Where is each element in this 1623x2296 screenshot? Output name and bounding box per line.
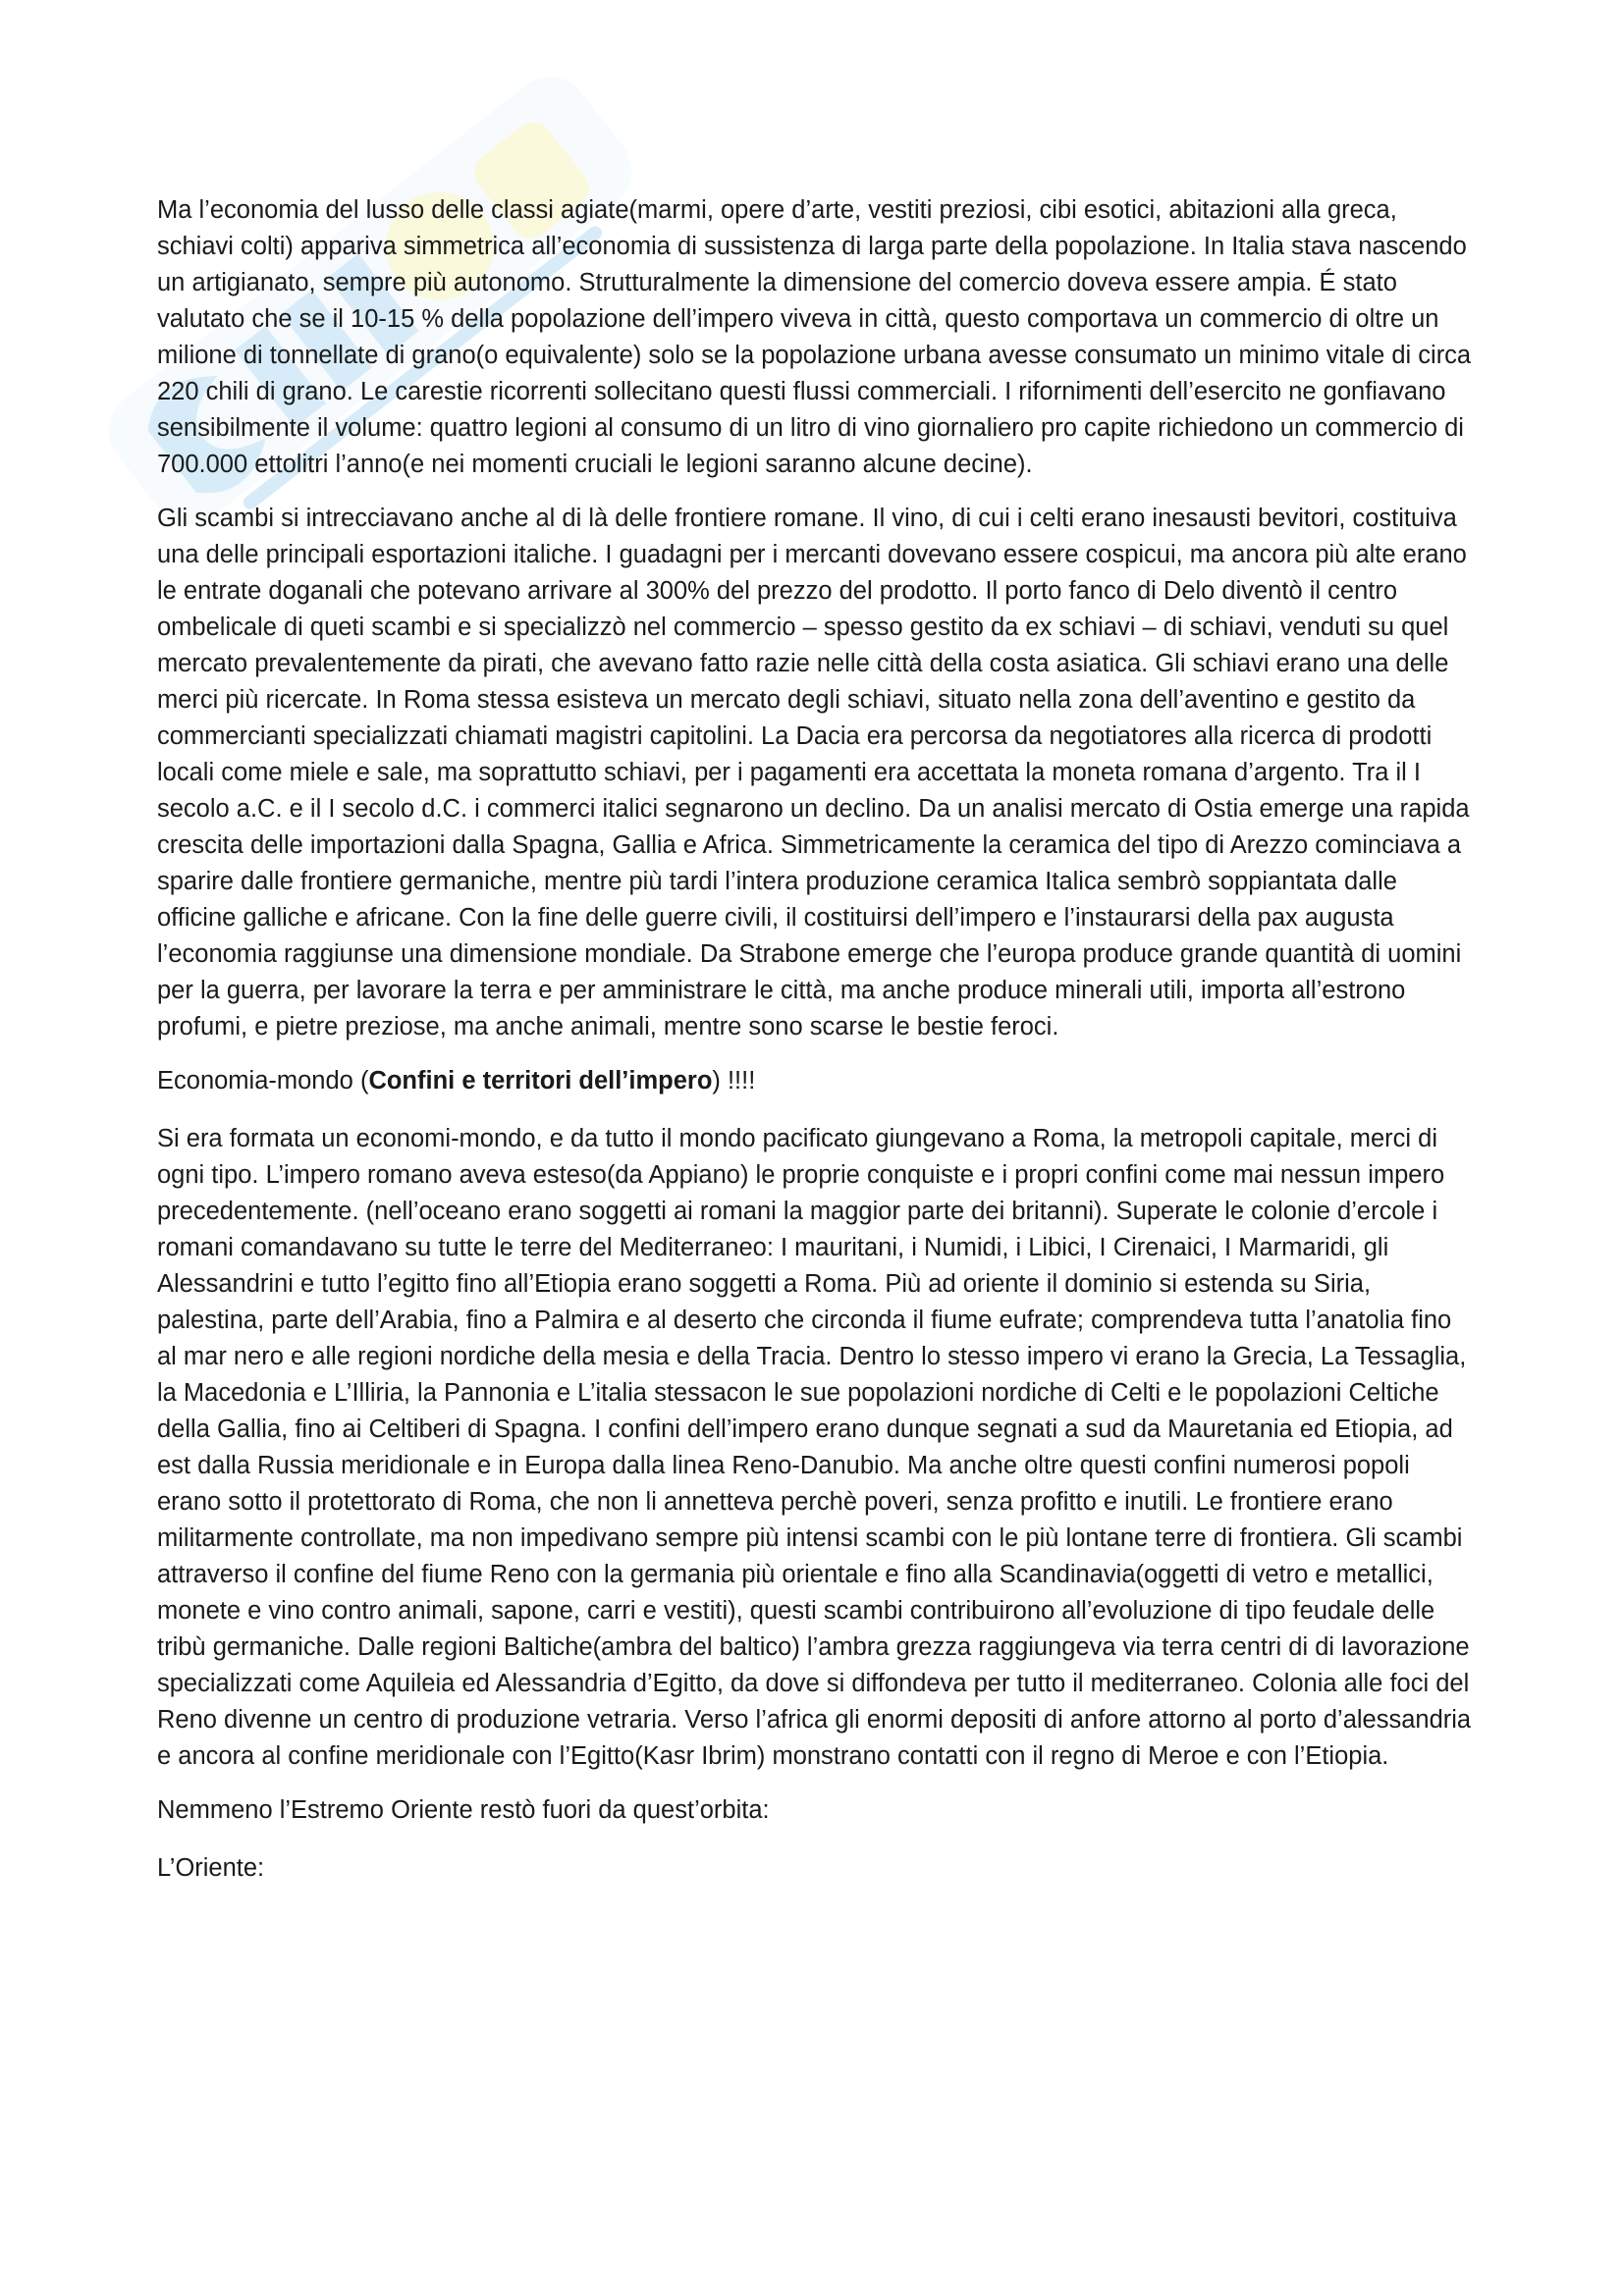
paragraph-estremo-oriente: Nemmeno l’Estremo Oriente restò fuori da quest’orbita:	[157, 1796, 770, 1824]
paragraph-scambi-frontiere: Gli scambi si intrecciavano anche al di là delle frontiere romane. Il vino, di cui i celti erano inesausti bevitori, costituiva una delle principali esportazioni italiche. I guadagni per i mercanti dovevano essere cospicui, ma ancora più alte erano le entrate doganali che potevano arrivare al 300% del prezzo del prodotto. Il porto fanco di Delo diventò il centro ombelicale di queti scambi e si specializzò nel commercio – spesso gestito da ex schiavi – di schiavi, venduti su quel mercato prevalentemente da pirati, che avevano fatto razie nelle città della costa asiatica. Gli schiavi erano una delle merci più ricercate. In Roma stessa esisteva un mercato degli schiavi, situato nella zona dell’aventino e gestito da commercianti specializzati chiamati magistri capitolini. La Dacia era percorsa da negotiatores alla ricerca di prodotti locali come miele e sale, ma soprattutto schiavi, per i pagamenti era accettata la moneta romana d’argento. Tra il I secolo a.C. e il I secolo d.C. i commerci italici segnarono un declino. Da un analisi mercato di Ostia emerge una rapida crescita delle importazioni dalla Spagna, Gallia e Africa. Simmetricamente la ceramica del tipo di Arezzo cominciava a sparire dalle frontiere germaniche, mentre più tardi l’intera produzione ceramica Italica sembrò soppiantata dalle officine galliche e africane. Con la fine delle guerre civili, il costituirsi dell’impero e l’instaurarsi della pax augusta l’economia raggiunse una dimensione mondiale. Da Strabone emerge che l’europa produce grande quantità di uomini per la guerra, per lavorare la terra e per amministrare le città, ma anche produce minerali utili, importa all’estrono profumi, e pietre preziose, ma anche animali, mentre sono scarse le bestie feroci.	[157, 505, 1470, 1041]
heading-suffix: ) !!!!	[712, 1067, 756, 1095]
paragraph-economia-mondo: Si era formata un economi-mondo, e da tutto il mondo pacificato giungevano a Roma, la metropoli capitale, merci di ogni tipo. L’impero romano aveva esteso(da Appiano) le proprie conquiste e i propri confini come mai nessun impero precedentemente. (nell’oceano erano soggetti ai romani la maggior parte dei britanni). Superate le colonie d’ercole i romani comandavano su tutte le terre del Mediterraneo: I mauritani, i Numidi, i Libici, I Cirenaici, I Marmaridi, gli Alessandrini e tutto l’egitto fino all’Etiopia erano soggetti a Roma. Più ad oriente il dominio si estenda su Siria, palestina, parte dell’Arabia, fino a Palmira e al deserto che circonda il fiume eufrate; comprendeva tutta l’anatolia fino al mar nero e alle regioni nordiche della mesia e della Tracia. Dentro lo stesso impero vi erano la Grecia, La Tessaglia, la Macedonia e L’Illiria, la Pannonia e L’italia stessacon le sue popolazioni nordiche di Celti e le popolazioni Celtiche della Gallia, fino ai Celtiberi di Spagna. I confini dell’impero erano dunque segnati a sud da Mauretania ed Etiopia, ad est dalla Russia meridionale e in Europa dalla linea Reno-Danubio. Ma anche oltre questi confini numerosi popoli erano sotto il protettorato di Roma, che non li annetteva perchè poveri, senza profitto e inutili. Le frontiere erano militarmente controllate, ma non impedivano sempre più intensi scambi con le più lontane terre di frontiera. Gli scambi attraverso il confine del fiume Reno con la germania più orientale e fino alla Scandinavia(oggetti di vetro e metallici, monete e vino contro animali, sapone, carri e vestiti), questi scambi contribuirono all’evoluzione di tipo feudale delle tribù germaniche. Dalle regioni Baltiche(ambra del baltico) l’ambra grezza raggiungeva via terra centri di di lavorazione specializzati come Aquileia ed Alessandria d’Egitto, da dove si diffondeva per tutto il mediterraneo. Colonia alle foci del Reno divenne un centro di produzione vetraria. Verso l’africa gli enormi depositi di anfore attorno al porto d’alessandria e ancora al confine meridionale con l’Egitto(Kasr Ibrim) monstrano contatti con il regno di Meroe e con l’Etiopia.	[157, 1125, 1472, 1770]
document-body	[157, 192, 1478, 1904]
paragraph-oriente: L’Oriente:	[157, 1854, 265, 1882]
section-heading-economia-mondo	[157, 1063, 1478, 1099]
heading-bold-title: Confini e territori dell’impero	[368, 1067, 713, 1095]
paragraph-economia-lusso: Ma l’economia del lusso delle classi agiate(marmi, opere d’arte, vestiti preziosi, cibi esotici, abitazioni alla greca, schiavi colti) appariva simmetrica all’economia di sussistenza di larga parte della popolazione. In Italia stava nascendo un artigianato, sempre più autonomo. Strutturalmente la dimensione del comercio doveva essere ampia. É stato valutato che se il 10-15 % della popolazione dell’impero viveva in città, questo comportava un commercio di oltre un milione di tonnellate di grano(o equivalente) solo se la popolazione urbana avesse consumato un minimo vitale di circa 220 chili di grano. Le carestie ricorrenti sollecitano questi flussi commerciali. I rifornimenti dell’esercito ne gonfiavano sensibilmente il volume: quattro legioni al consumo di un litro di vino giornaliero pro capite richiedono un commercio di 700.000 ettolitri l’anno(e nei momenti cruciali le legioni saranno alcune decine).	[157, 196, 1472, 478]
heading-prefix: Economia-mondo (	[157, 1067, 369, 1095]
